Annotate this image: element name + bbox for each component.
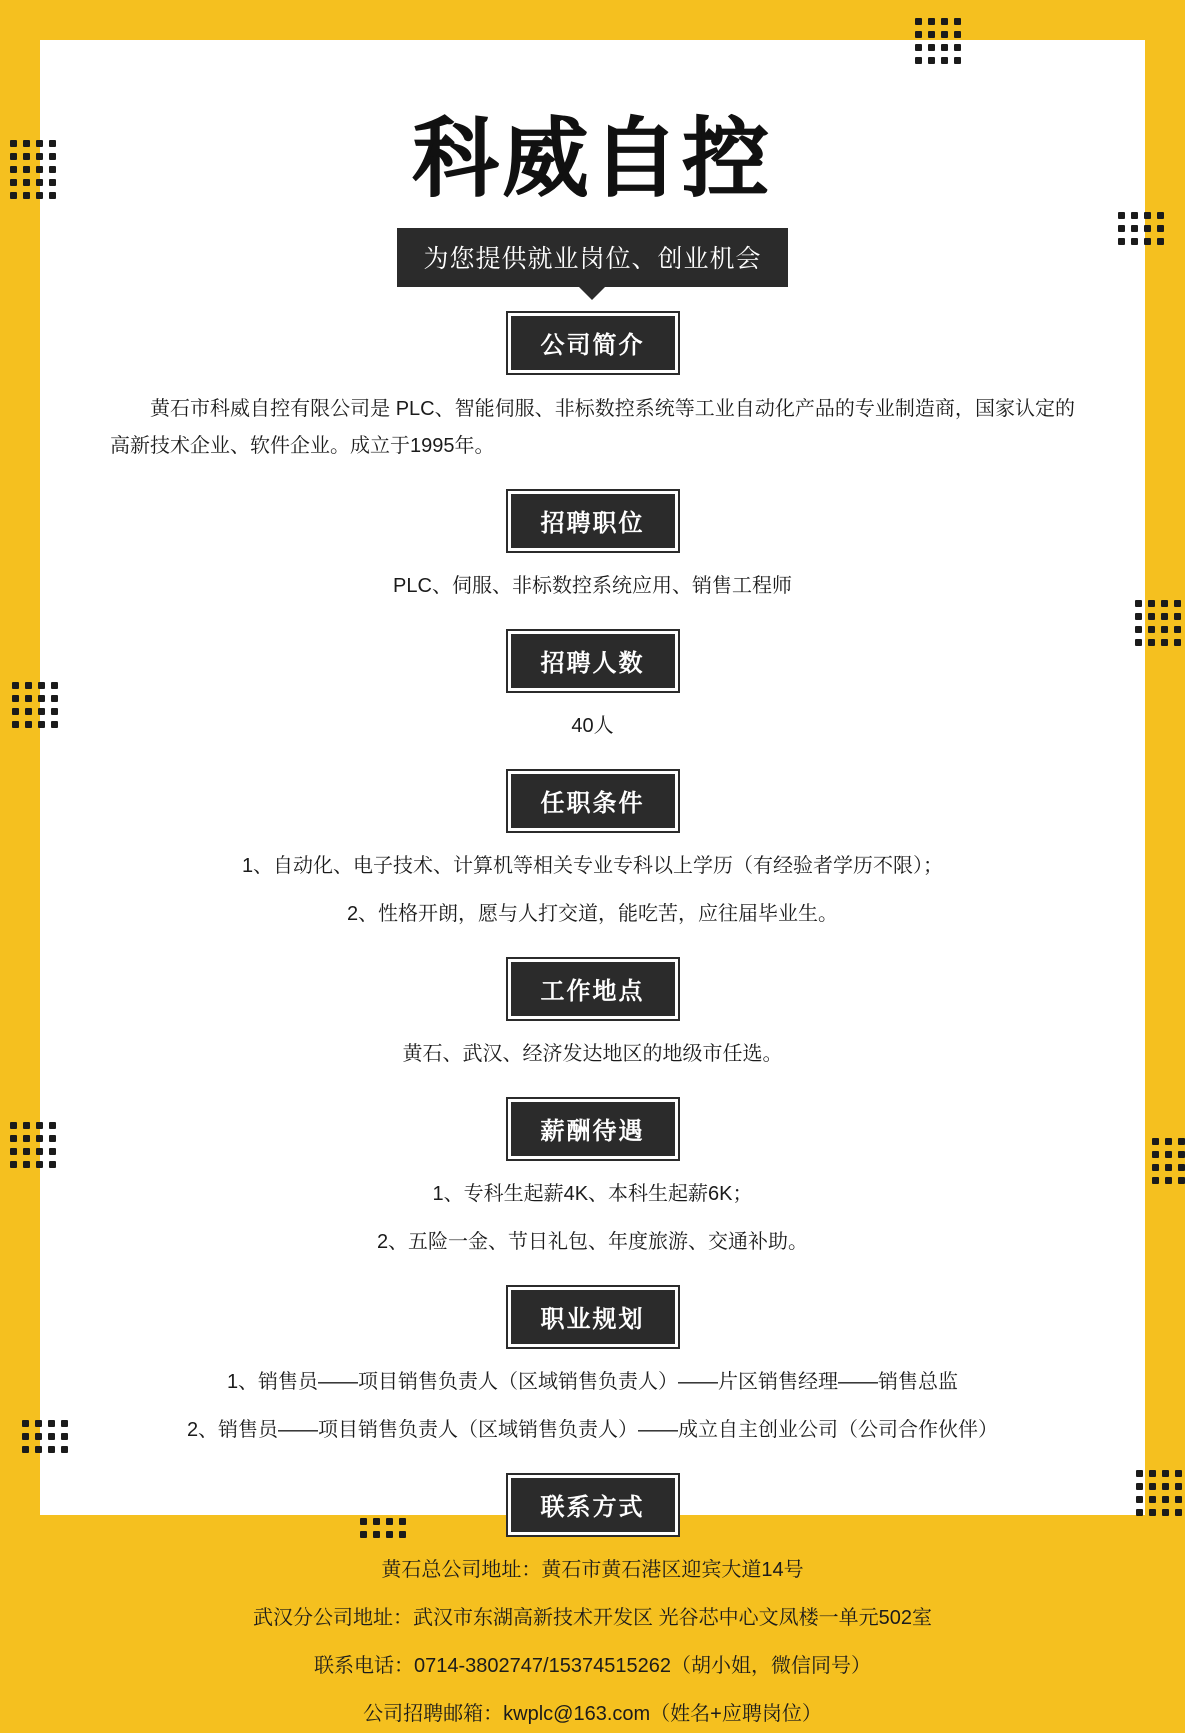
contact-headquarters-address: 黄石总公司地址：黄石市黄石港区迎宾大道14号 (381, 1559, 804, 1581)
contact-phone: 联系电话：0714-3802747/15374515262（胡小姐，微信同号） (314, 1655, 871, 1677)
section-headcount (110, 631, 1075, 745)
section-heading-work-location: 工作地点 (508, 959, 678, 1019)
section-heading-wrap (110, 631, 1075, 691)
section-heading-positions: 招聘职位 (508, 491, 678, 551)
section-heading-compensation: 薪酬待遇 (508, 1099, 678, 1159)
section-heading-contact: 联系方式 (508, 1475, 678, 1535)
section-heading-wrap (110, 1287, 1075, 1347)
section-heading-career-path: 职业规划 (508, 1287, 678, 1347)
brand-logo (110, 109, 1075, 209)
section-work-location (110, 959, 1075, 1073)
section-compensation (110, 1099, 1075, 1261)
section-heading-company-intro: 公司简介 (508, 313, 678, 373)
section-heading-wrap (110, 1475, 1075, 1535)
contact-email: 公司招聘邮箱：kwplc@163.com（姓名+应聘岗位） (363, 1703, 822, 1725)
work-location-line-1: 黄石、武汉、经济发达地区的地级市任选。 (402, 1043, 783, 1065)
tagline-text: 为您提供就业岗位、创业机会 (397, 228, 787, 287)
headcount-value: 40人 (571, 715, 614, 737)
dot-cluster-left-upper (10, 140, 56, 199)
brand-logo-text: 科威自控 (412, 109, 773, 209)
dot-cluster-right-upper (1118, 212, 1164, 245)
tagline-ribbon (110, 228, 1075, 287)
section-requirements (110, 771, 1075, 933)
contact-branch-address: 武汉分公司地址：武汉市东湖高新技术开发区 光谷芯中心文凤楼一单元502室 (253, 1607, 932, 1629)
dot-cluster-left-lower (10, 1122, 56, 1168)
compensation-line-2: 2、五险一金、节日礼包、年度旅游、交通补助。 (376, 1231, 809, 1253)
career-path-line-2: 2、销售员——项目销售负责人（区域销售负责人）——成立自主创业公司（公司合作伙伴） (186, 1419, 999, 1441)
dot-cluster-bottom-center (360, 1518, 406, 1538)
section-heading-headcount: 招聘人数 (508, 631, 678, 691)
section-heading-wrap (110, 491, 1075, 551)
section-contact (110, 1475, 1075, 1733)
dot-cluster-bottom-left (22, 1420, 68, 1453)
positions-line-1: PLC、伺服、非标数控系统应用、销售工程师 (393, 575, 792, 597)
section-heading-wrap (110, 959, 1075, 1019)
dot-cluster-right-lower (1152, 1138, 1185, 1184)
section-heading-wrap (110, 771, 1075, 831)
dot-cluster-right-middle (1135, 600, 1181, 646)
career-path-line-1: 1、销售员——项目销售负责人（区域销售负责人）——片区销售经理——销售总监 (226, 1371, 959, 1393)
section-heading-requirements: 任职条件 (508, 771, 678, 831)
company-intro-paragraph: 黄石市科威自控有限公司是 PLC、智能伺服、非标数控系统等工业自动化产品的专业制造商，国家认定的高新技术企业、软件企业。成立于1995年。 (110, 398, 1075, 457)
section-company-intro (110, 313, 1075, 465)
dot-cluster-bottom-right (1136, 1470, 1182, 1516)
section-positions (110, 491, 1075, 605)
dot-cluster-left-middle (12, 682, 58, 728)
poster-page (40, 40, 1145, 1725)
dot-cluster-top (915, 18, 961, 64)
compensation-line-1: 1、专科生起薪4K、本科生起薪6K； (432, 1183, 753, 1205)
section-career-path (110, 1287, 1075, 1449)
requirements-line-2: 2、性格开朗，愿与人打交道，能吃苦，应往届毕业生。 (346, 903, 839, 925)
section-heading-wrap (110, 1099, 1075, 1159)
section-heading-wrap (110, 313, 1075, 373)
requirements-line-1: 1、自动化、电子技术、计算机等相关专业专科以上学历（有经验者学历不限）； (241, 855, 944, 877)
